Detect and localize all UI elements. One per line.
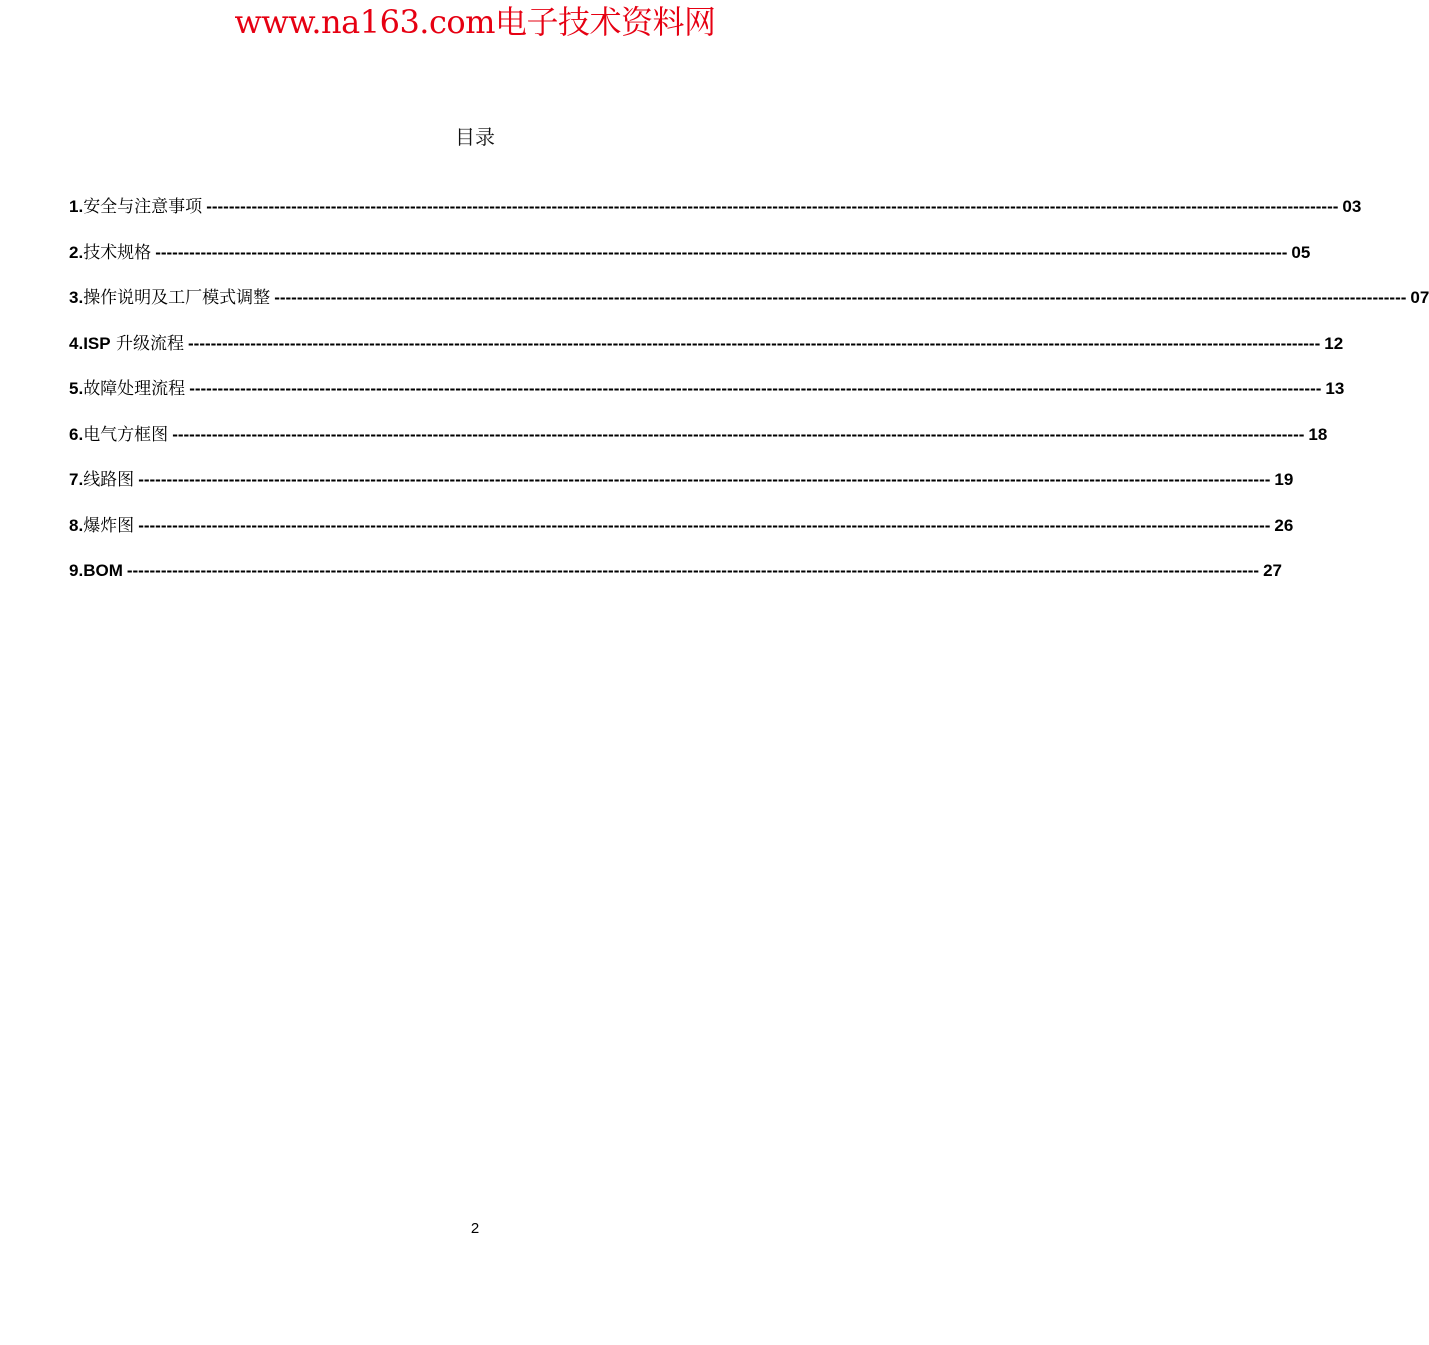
toc-entry-page: 13 xyxy=(1325,379,1345,398)
toc-entry-page: 07 xyxy=(1410,288,1429,307)
toc-leader-dashes: -------------------------------------------------------------------------------------------------------------------------------------------------------------------------------------------------------- xyxy=(188,333,1321,353)
toc-entry-number: 2. xyxy=(69,242,84,262)
toc-entry-number: 3. xyxy=(69,288,84,307)
toc-entry[interactable] xyxy=(69,284,1429,330)
toc-entry-label: 线路图 xyxy=(83,470,135,490)
toc-entry[interactable] xyxy=(69,193,1362,239)
toc-entry[interactable] xyxy=(69,375,1345,421)
toc-entry[interactable] xyxy=(69,239,1311,285)
toc-entry-label: ISP 升级流程 xyxy=(83,333,184,354)
toc-leader-dashes: -------------------------------------------------------------------------------------------------------------------------------------------------------------------------------------------------------- xyxy=(126,561,1260,580)
toc-entry-number: 8. xyxy=(69,515,84,535)
page-number: 2 xyxy=(470,1220,480,1237)
toc-entry-page: 26 xyxy=(1274,515,1294,535)
toc-title: 目录 xyxy=(455,125,495,149)
toc-entry-label: 故障处理流程 xyxy=(83,379,186,399)
toc-entry-number: 5. xyxy=(69,379,84,398)
toc-entry-label: 技术规格 xyxy=(83,242,152,263)
toc-leader-dashes: -------------------------------------------------------------------------------------------------------------------------------------------------------------------------------------------------------- xyxy=(206,197,1339,216)
watermark-header: www.na163.com电子技术资料网 xyxy=(234,3,716,41)
toc-entry-number: 7. xyxy=(69,470,84,489)
toc-entry-number: 4. xyxy=(69,333,84,353)
toc-entry-page: 18 xyxy=(1308,424,1328,444)
toc-entry-page: 05 xyxy=(1291,242,1311,262)
toc-leader-dashes: -------------------------------------------------------------------------------------------------------------------------------------------------------------------------------------------------------- xyxy=(155,242,1288,262)
toc-leader-dashes: -------------------------------------------------------------------------------------------------------------------------------------------------------------------------------------------------------- xyxy=(138,470,1271,489)
toc-entry-label: 操作说明及工厂模式调整 xyxy=(83,288,271,308)
table-of-contents xyxy=(69,193,1429,603)
toc-entry-page: 19 xyxy=(1274,470,1294,489)
toc-entry[interactable] xyxy=(69,330,1344,376)
toc-entry-page: 27 xyxy=(1263,561,1283,580)
toc-entry-number: 1. xyxy=(69,197,84,216)
toc-entry-page: 03 xyxy=(1342,197,1362,216)
toc-entry-label: 爆炸图 xyxy=(83,515,135,536)
toc-entry-label: 安全与注意事项 xyxy=(83,197,203,217)
toc-leader-dashes: -------------------------------------------------------------------------------------------------------------------------------------------------------------------------------------------------------- xyxy=(172,424,1305,444)
toc-entry[interactable] xyxy=(69,557,1283,603)
toc-leader-dashes: -------------------------------------------------------------------------------------------------------------------------------------------------------------------------------------------------------- xyxy=(138,515,1271,535)
toc-entry[interactable] xyxy=(69,466,1294,512)
toc-entry-number: 6. xyxy=(69,424,84,444)
toc-entry[interactable] xyxy=(69,421,1328,467)
toc-leader-dashes: -------------------------------------------------------------------------------------------------------------------------------------------------------------------------------------------------------- xyxy=(189,379,1322,398)
toc-entry-label: 电气方框图 xyxy=(83,424,169,445)
toc-entry-page: 12 xyxy=(1324,333,1344,353)
toc-entry[interactable] xyxy=(69,512,1294,558)
toc-entry-number: 9. xyxy=(69,561,84,580)
toc-entry-label: BOM xyxy=(83,561,123,580)
toc-leader-dashes: -------------------------------------------------------------------------------------------------------------------------------------------------------------------------------------------------------- xyxy=(274,288,1407,307)
